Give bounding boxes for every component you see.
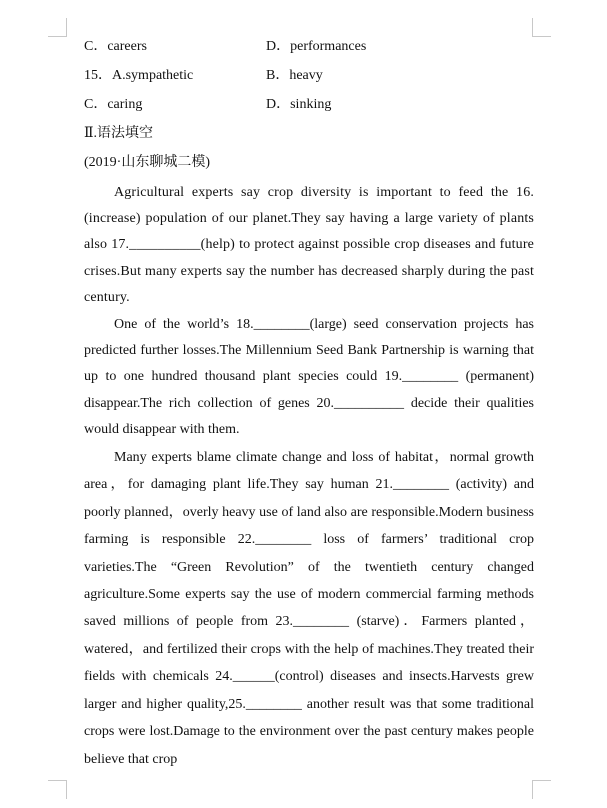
source-citation: (2019·山东聊城二模) <box>84 155 210 170</box>
option-c-careers: C．careers <box>84 39 147 54</box>
option-d-sinking: D．sinking <box>266 97 332 112</box>
option-row <box>84 94 534 123</box>
crop-mark-bottom-left <box>48 780 67 799</box>
paragraph-2: One of the world’s 18.________(large) seed conservation projects has predicted further losses.The Millennium Seed Bank Partnership is warning that up to one hundred thousand plant species could 19.________ (permanent) disappear.The rich collection of genes 20.__________ decide their qualities would disappear with them. <box>84 317 534 437</box>
document-body <box>84 36 534 773</box>
crop-mark-top-left <box>48 18 67 37</box>
option-b-heavy: B．heavy <box>266 68 323 83</box>
paragraph-3: Many experts blame climate change and loss of habitat，normal growth area，for damaging plant life.They say human 21.________ (activity) and poorly planned，overly heavy use of land also are responsible.Modern business farming is responsible 22.________ loss of farmers’ traditional crop varieties.The “Green Revolution” of the twentieth century changed agriculture.Some experts say the use of modern commercial farming methods saved millions of people from 23.________ (starve)．Farmers planted，watered，and fertilized their crops with the help of machines.They treated their fields with chemicals 24.______(control) diseases and insects.Harvests grew larger and higher quality,25.________ another result was that some traditional crops were lost.Damage to the environment over the past century makes people believe that crop <box>84 450 534 767</box>
paragraph-1: Agricultural experts say crop diversity is important to feed the 16.(increase) population of our planet.They say having a large variety of plants also 17.__________(help) to protect against possible crop diseases and future crises.But many experts say the number has decreased sharply during the past century. <box>84 185 534 305</box>
crop-mark-top-right <box>532 18 551 37</box>
option-15-a-sympathetic: 15．A.sympathetic <box>84 68 194 83</box>
crop-mark-bottom-right <box>532 780 551 799</box>
option-d-performances: D．performances <box>266 39 367 54</box>
option-row <box>84 36 534 65</box>
section-heading: Ⅱ.语法填空 <box>84 126 154 141</box>
option-row <box>84 65 534 94</box>
option-c-caring: C．caring <box>84 97 143 112</box>
